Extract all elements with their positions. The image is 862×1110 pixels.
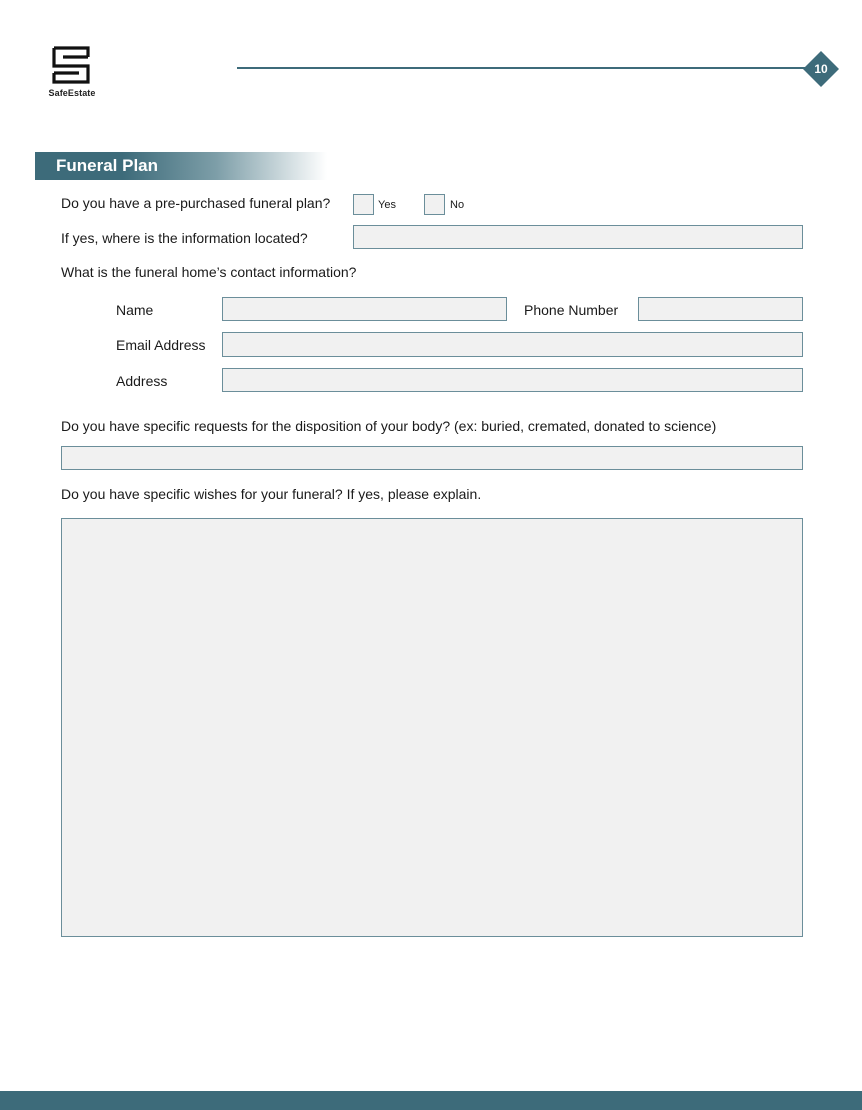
phone-label: Phone Number [524, 302, 619, 318]
funeral-home-address-field[interactable] [222, 368, 803, 392]
funeral-wishes-question: Do you have specific wishes for your funeral? If yes, please explain. [61, 486, 482, 502]
page-number: 10 [814, 62, 828, 76]
info-location-field[interactable] [353, 225, 803, 249]
email-label: Email Address [116, 337, 206, 353]
header-divider [237, 67, 812, 69]
funeral-home-question: What is the funeral home’s contact information? [61, 264, 357, 280]
info-location-question: If yes, where is the information located? [61, 230, 308, 246]
no-label: No [450, 199, 465, 211]
address-label: Address [116, 373, 168, 389]
section-title: Funeral Plan [56, 156, 159, 175]
footer-bar [0, 1091, 862, 1110]
yes-label: Yes [378, 199, 396, 211]
no-checkbox[interactable] [424, 194, 445, 215]
name-label: Name [116, 302, 154, 318]
funeral-home-email-field[interactable] [222, 332, 803, 357]
funeral-wishes-textarea[interactable] [61, 518, 803, 937]
brand-name: SafeEstate [48, 88, 96, 98]
yes-checkbox[interactable] [353, 194, 374, 215]
disposition-field[interactable] [61, 446, 803, 470]
disposition-question: Do you have specific requests for the disposition of your body? (ex: buried, cremated, donated to science) [61, 418, 717, 434]
funeral-home-phone-field[interactable] [638, 297, 803, 321]
funeral-home-name-field[interactable] [222, 297, 507, 321]
prepurchased-question: Do you have a pre-purchased funeral plan? [61, 195, 331, 211]
safeestate-logo-icon [52, 46, 90, 84]
